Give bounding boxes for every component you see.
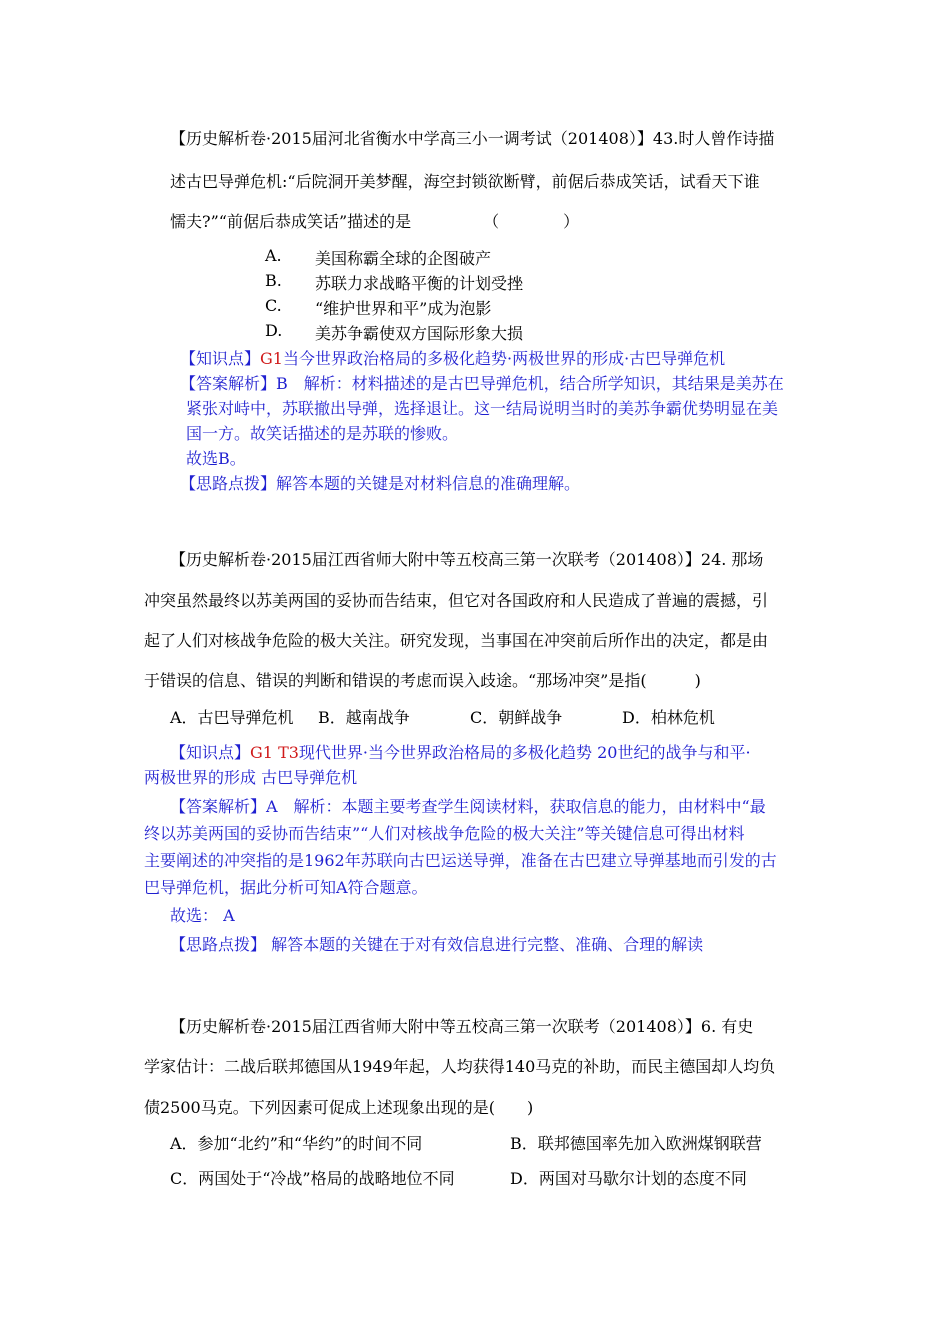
q1-option-b: B. 苏联力求战略平衡的计划受挫 xyxy=(265,271,524,293)
q2-answer-line-2: 终以苏美两国的妥协而告结束”“人们对核战争危险的极大关注”等关键信息可得出材料 xyxy=(144,824,745,843)
q1-answer-line-3: 国一方。故笑话描述的是苏联的惨败。 xyxy=(186,424,459,443)
q2-option-b: B．越南战争 xyxy=(318,708,410,727)
q3-option-c: C．两国处于“冷战”格局的战略地位不同 xyxy=(170,1169,455,1188)
q2-stem-line-2: 冲突虽然最终以苏美两国的妥协而告结束，但它对各国政府和人民造成了普遍的震撼，引 xyxy=(144,591,769,610)
q3-stem-line-1: 【历史解析卷·2015届江西省师大附中等五校高三第一次联考（201408）】6. 有史 xyxy=(170,1017,754,1036)
q1-knowledge-point: 【知识点】G1当今世界政治格局的多极化趋势·两极世界的形成·古巴导弹危机 xyxy=(180,349,726,368)
q3-option-a: A．参加“北约”和“华约”的时间不同 xyxy=(170,1134,423,1153)
q2-answer-line-3: 主要阐述的冲突指的是1962年苏联向古巴运送导弹，准备在古巴建立导弹基地而引发的古 xyxy=(144,851,777,870)
q2-answer-line-1: 【答案解析】A 解析：本题主要考查学生阅读材料，获取信息的能力，由材料中“最 xyxy=(170,797,766,816)
q1-option-d: D. 美苏争霸使双方国际形象大损 xyxy=(265,321,524,343)
q2-stem-line-3: 起了人们对核战争危险的极大关注。研究发现，当事国在冲突前后所作出的决定，都是由 xyxy=(144,631,769,650)
q3-option-d: D．两国对马歇尔计划的态度不同 xyxy=(510,1169,747,1188)
q2-knowledge-point: 【知识点】G1 T3现代世界·当今世界政治格局的多极化趋势 20世纪的战争与和平· xyxy=(170,743,751,762)
q1-hint: 【思路点拨】解答本题的关键是对材料信息的准确理解。 xyxy=(180,474,581,493)
q1-option-c: C. “维护世界和平”成为泡影 xyxy=(265,296,492,318)
q2-knowledge-point-cont: 两极世界的形成 古巴导弹危机 xyxy=(144,768,358,787)
q2-hint: 【思路点拨】 解答本题的关键在于对有效信息进行完整、准确、合理的解读 xyxy=(170,935,704,954)
q1-answer-line-1: 【答案解析】B 解析：材料描述的是古巴导弹危机，结合所学知识，其结果是美苏在 xyxy=(180,374,784,393)
q1-option-a: A. 美国称霸全球的企图破产 xyxy=(265,246,492,268)
q3-stem-line-2: 学家估计：二战后联邦德国从1949年起，人均获得140马克的补助，而民主德国却人均负 xyxy=(144,1057,776,1076)
q2-stem-line-4: 于错误的信息、错误的判断和错误的考虑而误入歧途。“那场冲突”是指( ) xyxy=(144,671,701,690)
q1-stem-line-3: 懦夫?”“前倨后恭成笑话”描述的是 （ ） xyxy=(170,212,580,231)
q2-option-d: D．柏林危机 xyxy=(622,708,715,727)
q1-stem-line-1: 【历史解析卷·2015届河北省衡水中学高三小一调考试（201408）】43.时人曾作诗描 xyxy=(170,129,775,148)
q1-stem-line-2: 述古巴导弹危机:“后院洞开美梦醒，海空封锁欲断臂，前倨后恭成笑话，试看天下谁 xyxy=(170,172,760,191)
q2-answer-line-5: 故选： A xyxy=(170,906,235,925)
q3-option-b: B．联邦德国率先加入欧洲煤钢联营 xyxy=(510,1134,762,1153)
q3-stem-line-3: 债2500马克。下列因素可促成上述现象出现的是( ) xyxy=(144,1098,534,1117)
q2-option-a: A．古巴导弹危机 xyxy=(170,708,294,727)
q2-answer-line-4: 巴导弹危机，据此分析可知A符合题意。 xyxy=(144,878,428,897)
q1-answer-line-2: 紧张对峙中，苏联撤出导弹，选择退让。这一结局说明当时的美苏争霸优势明显在美 xyxy=(186,399,779,418)
q2-stem-line-1: 【历史解析卷·2015届江西省师大附中等五校高三第一次联考（201408）】24. 那场 xyxy=(170,550,764,569)
q1-answer-line-4: 故选B。 xyxy=(186,449,246,468)
q2-option-c: C．朝鲜战争 xyxy=(470,708,563,727)
